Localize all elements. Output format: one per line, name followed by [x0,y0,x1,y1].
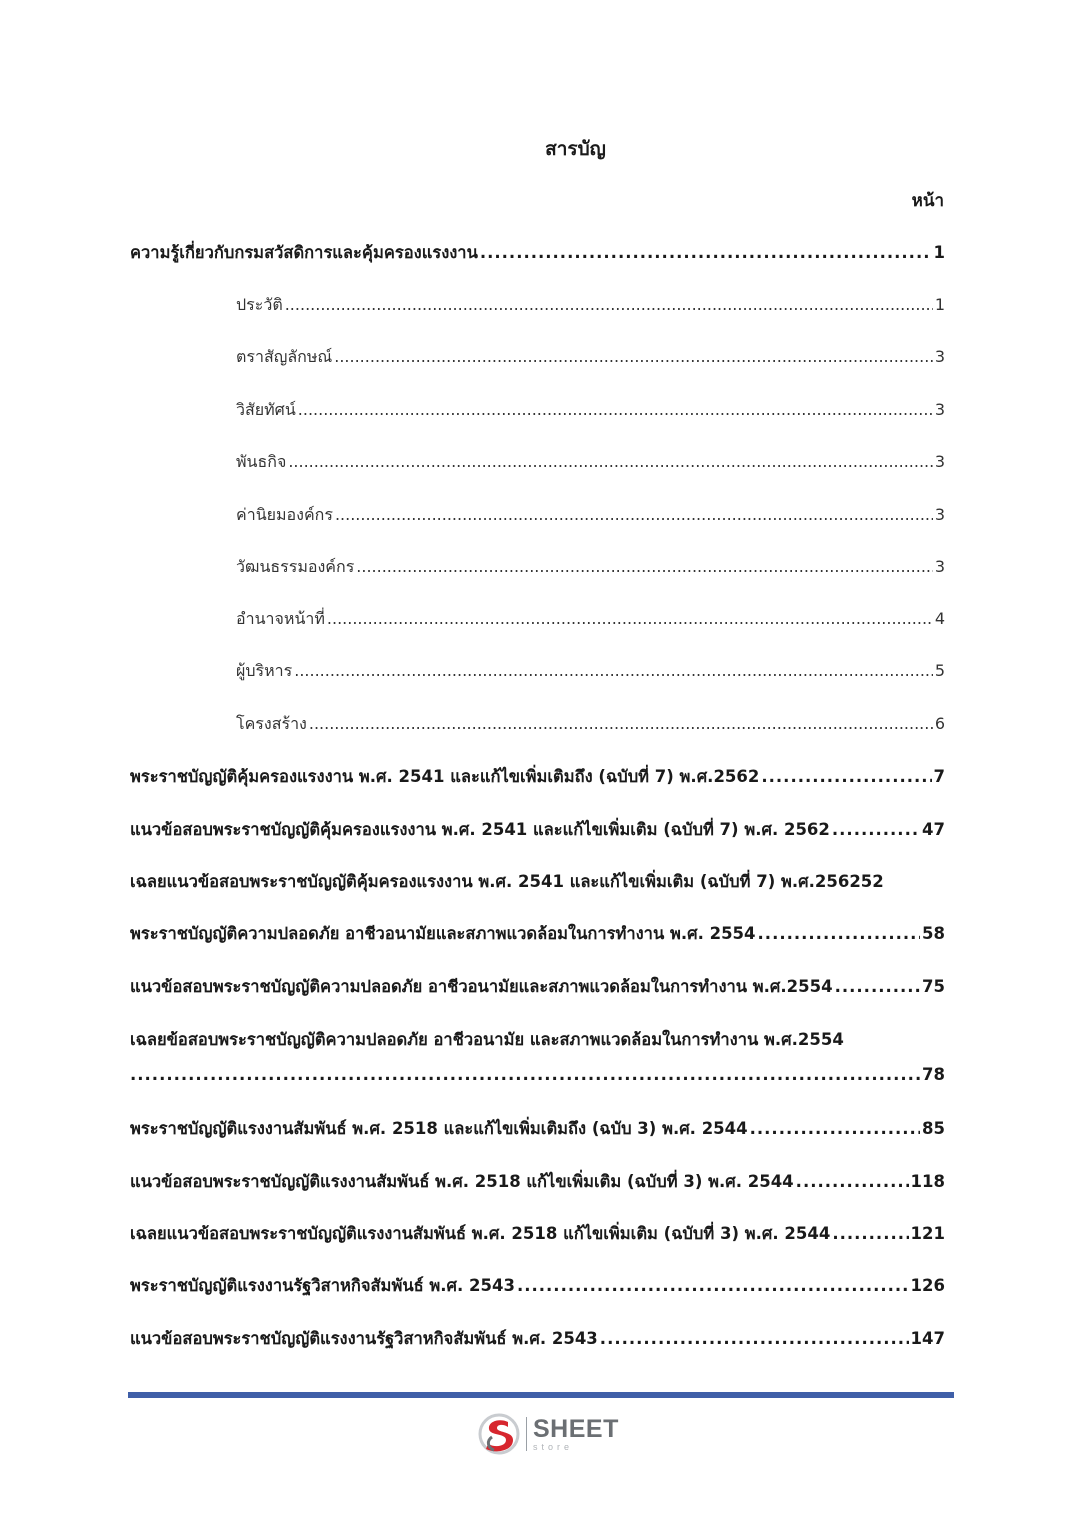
toc-entry-page: 1 [933,243,945,262]
toc-entry-page: 126 [910,1276,945,1295]
logo-sub: store [533,1441,574,1452]
toc-subentry-page: 1 [934,295,945,314]
s-logo-icon [478,1413,522,1455]
toc-entry-title: เฉลยแนวข้อสอบพระราชบัญญัติคุ้มครองแรงงาน พ.ศ. 2541 และแก้ไขเพิ่มเติม (ฉบับที่ 7) พ.ศ.2562 [130,872,861,891]
toc-subentry[interactable] [236,345,945,370]
footer-rule [128,1392,954,1398]
toc-entry-title: พระราชบัญญัติคุ้มครองแรงงาน พ.ศ. 2541 และแก้ไขเพิ่มเติมถึง (ฉบับที่ 7) พ.ศ.2562 [130,767,760,786]
toc-subentry[interactable] [236,607,945,632]
toc-subentry-page: 6 [934,714,945,733]
toc-subentry-page: 4 [934,609,945,628]
toc-entry-page: 121 [910,1224,945,1243]
toc-subentry[interactable] [236,555,945,580]
toc-subentry-title: พันธกิจ [236,452,287,471]
toc-entry-page: 118 [910,1172,945,1191]
toc-entry-page: 58 [922,924,945,943]
toc-entry[interactable] [130,1169,945,1195]
toc-subentry-title: วัฒนธรรมองค์กร [236,557,355,576]
toc-subentry-page: 3 [934,557,945,576]
toc-entry-page: 78 [922,1065,945,1084]
toc-entry-title: พระราชบัญญัติความปลอดภัย อาชีวอนามัยและสภาพแวดล้อมในการทำงาน พ.ศ. 2554 [130,924,756,943]
toc-subentry-page: 3 [934,347,945,366]
toc-entry[interactable] [130,240,945,266]
toc-subentry[interactable] [236,659,945,684]
toc-entry[interactable] [130,869,945,895]
toc-subentry[interactable] [236,503,945,528]
dot-leader [758,924,921,943]
dot-leader [750,1119,920,1138]
toc-entry[interactable] [130,1116,945,1142]
dot-leader [517,1276,909,1295]
toc-subentry[interactable] [236,398,945,423]
dot-leader [327,609,933,628]
dot-leader [761,767,931,786]
toc-entry[interactable] [130,1326,945,1352]
toc-entry-page: 75 [922,977,945,996]
toc-subentry-title: ประวัติ [236,295,283,314]
toc-subentry-title: โครงสร้าง [236,714,307,733]
toc-entry-page: 85 [922,1119,945,1138]
dot-leader [796,1172,909,1191]
toc-subentry-page: 3 [934,400,945,419]
toc-subentry[interactable] [236,712,945,737]
toc-subentry-page: 3 [934,452,945,471]
toc-entry-title[interactable]: เฉลยข้อสอบพระราชบัญญัติความปลอดภัย อาชีวอนามัย และสภาพแวดล้อมในการทำงาน พ.ศ.2554 [130,1030,844,1049]
toc-entry[interactable] [130,921,945,947]
toc-entry-title: แนวข้อสอบพระราชบัญญัติแรงงานรัฐวิสาหกิจสัมพันธ์ พ.ศ. 2543 [130,1329,598,1348]
toc-entry-title: เฉลยแนวข้อสอบพระราชบัญญัติแรงงานสัมพันธ์ พ.ศ. 2518 แก้ไขเพิ่มเติม (ฉบับที่ 3) พ.ศ. 2544 [130,1224,831,1243]
toc-subentry-title: ผู้บริหาร [236,661,293,680]
toc-entry[interactable] [130,817,945,843]
toc-subentry-title: วิสัยทัศน์ [236,400,296,419]
logo-divider [526,1417,527,1451]
logo-word: SHEET [533,1414,619,1443]
toc-entry-title: แนวข้อสอบพระราชบัญญัติความปลอดภัย อาชีวอนามัยและสภาพแวดล้อมในการทำงาน พ.ศ.2554 [130,977,833,996]
dot-leader [285,295,933,314]
toc-entry-title: แนวข้อสอบพระราชบัญญัติแรงงานสัมพันธ์ พ.ศ. 2518 แก้ไขเพิ่มเติม (ฉบับที่ 3) พ.ศ. 2544 [130,1172,794,1191]
toc-entry[interactable] [130,1221,945,1247]
dot-leader [356,557,933,576]
toc-entry-title: ความรู้เกี่ยวกับกรมสวัสดิการและคุ้มครองแรงงาน [130,243,478,262]
toc-entry-page: 7 [933,767,945,786]
dot-leader [334,347,933,366]
dot-leader [294,661,933,680]
toc-entry[interactable] [130,764,945,790]
toc-entry-continuation[interactable] [130,1065,945,1084]
toc-subentry-title: อำนาจหน้าที่ [236,609,325,628]
toc-entry-page: 52 [860,872,884,891]
dot-leader [832,820,920,839]
toc-subentry-page: 3 [934,505,945,524]
dot-leader [835,977,920,996]
toc-subentry[interactable] [236,293,945,318]
toc-entry-title: พระราชบัญญัติแรงงานรัฐวิสาหกิจสัมพันธ์ พ.ศ. 2543 [130,1276,515,1295]
page-title: สารบัญ [545,138,606,160]
toc-entry-page: 147 [910,1329,945,1348]
dot-leader [288,452,933,471]
toc-entry-title: แนวข้อสอบพระราชบัญญัติคุ้มครองแรงงาน พ.ศ. 2541 และแก้ไขเพิ่มเติม (ฉบับที่ 7) พ.ศ. 2562 [130,820,830,839]
toc-subentry-title: ตราสัญลักษณ์ [236,347,333,366]
toc-subentry-page: 5 [934,661,945,680]
dot-leader [309,714,933,733]
dot-leader [480,243,932,262]
toc-subentry-title: ค่านิยมองค์กร [236,505,333,524]
toc-entry[interactable] [130,1273,945,1299]
page-column-label: หน้า [911,191,944,211]
dot-leader [130,1065,922,1084]
dot-leader [600,1329,909,1348]
dot-leader [832,1224,908,1243]
dot-leader [335,505,933,524]
toc-entry-page: 47 [922,820,945,839]
dot-leader [298,400,933,419]
toc-subentry[interactable] [236,450,945,475]
sheet-store-logo [478,1413,619,1455]
toc-entry-title: พระราชบัญญัติแรงงานสัมพันธ์ พ.ศ. 2518 และแก้ไขเพิ่มเติมถึง (ฉบับ 3) พ.ศ. 2544 [130,1119,748,1138]
logo-text [533,1414,619,1452]
toc-entry[interactable] [130,974,945,1000]
